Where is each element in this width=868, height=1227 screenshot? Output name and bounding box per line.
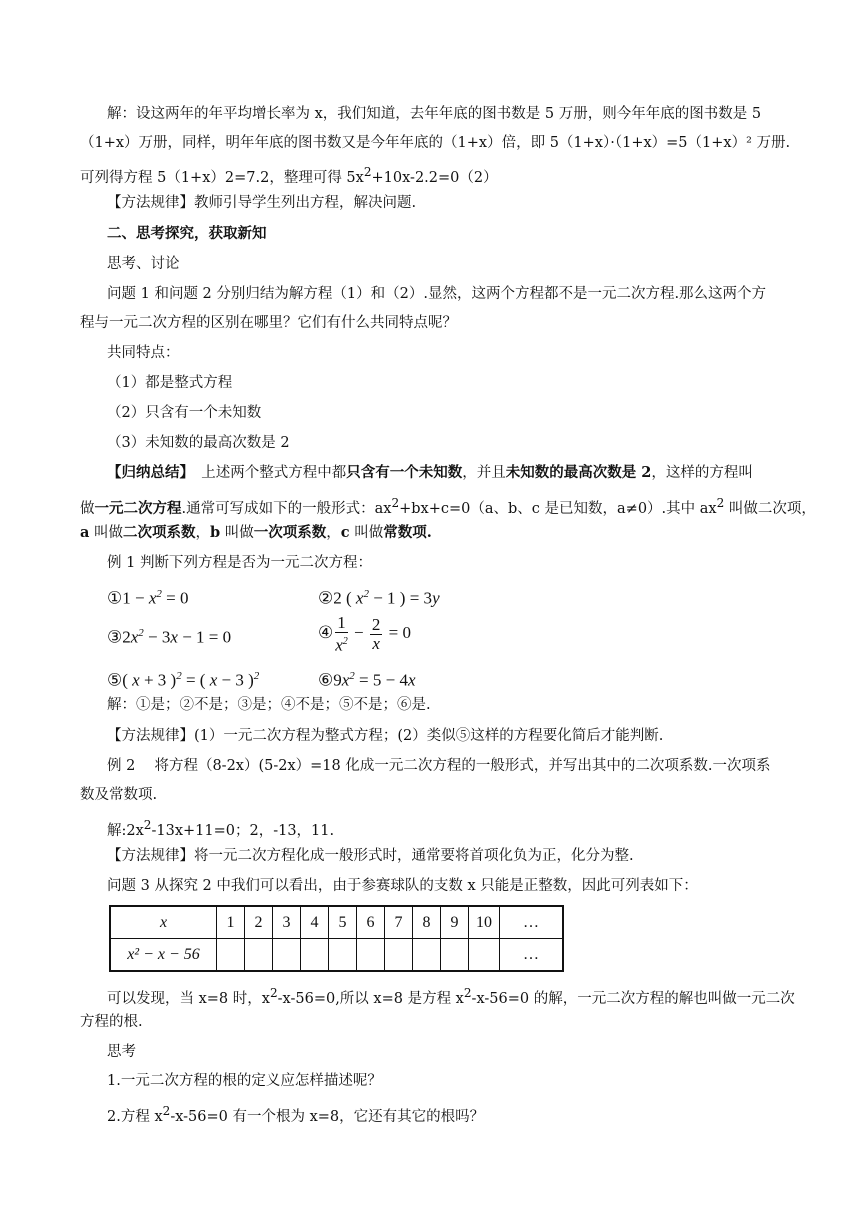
table-cell-empty — [273, 939, 301, 972]
equation-3: $③2x^2 - 3x - 1 = 0$ — [107, 627, 232, 647]
table-cell: 4 — [301, 906, 329, 939]
summary-bold: 二次项系数 — [123, 524, 196, 541]
summary-text: 叫做二次项， — [724, 500, 816, 517]
solution1-line3-b: +10x-2.2=0（2） — [371, 169, 498, 186]
example2-answer-a: 解:2x — [107, 822, 144, 839]
think2-title: 思考 — [107, 1044, 136, 1060]
equation-2: ②2 ( $x^2 - 1$ ) = 3y — [318, 588, 440, 608]
table-ellipsis: … — [500, 906, 564, 939]
think2-q2-sup: 2 — [162, 1104, 171, 1118]
think2-q2-b: -x-56=0 有一个根为 x=8，它还有其它的根吗？ — [170, 1108, 485, 1125]
table-cell-empty — [245, 939, 273, 972]
table-cell-empty — [301, 939, 329, 972]
table-cell: 6 — [357, 906, 385, 939]
method-rule-3: 【方法规律】将一元二次方程化成一般形式时，通常要将首项化负为正，化分为整. — [107, 848, 634, 864]
equation-1: ①1 − $x^2 = 0$ — [107, 588, 189, 608]
summary-line2 — [80, 493, 816, 519]
table-cell: 9 — [441, 906, 469, 939]
summary-bold: b — [210, 524, 221, 541]
equation-number: ③ — [107, 627, 123, 647]
think-discuss-label: 思考、讨论 — [107, 256, 180, 272]
common-feature-1: （1）都是整式方程 — [107, 375, 233, 391]
solution1-line3-sup: 2 — [363, 165, 372, 179]
table-cell: 8 — [413, 906, 441, 939]
discovery-sup: 2 — [463, 986, 472, 1000]
equation-number: ⑥ — [318, 670, 334, 690]
common-features-title: 共同特点： — [107, 345, 180, 361]
table-cell-empty — [217, 939, 245, 972]
summary-bold: 常数项. — [383, 524, 432, 541]
summary-text: 叫做 — [89, 525, 124, 541]
equation-5: ⑤( x + 3 )$^2$ = ( x − 3 )$^2$ — [107, 670, 260, 690]
table-cell: 7 — [385, 906, 413, 939]
summary-sup: 2 — [391, 496, 400, 510]
summary-bold: a — [80, 524, 90, 541]
summary-tag: 【归纳总结】 — [107, 464, 187, 481]
table-cell-empty — [329, 939, 357, 972]
summary-bold: 未知数的最高次数是 2 — [505, 464, 652, 481]
discovery-line1 — [107, 983, 795, 1009]
table-cell: 5 — [329, 906, 357, 939]
summary-sup: 2 — [716, 496, 725, 510]
equation-4: ④ $\frac{1}{x^2}$ − $\frac{2}{x}$ = 0 — [318, 613, 411, 655]
think2-q2-a: 2.方程 x — [107, 1108, 163, 1125]
discovery-line2: 方程的根. — [80, 1014, 143, 1030]
example2-line2: 数及常数项. — [80, 787, 158, 803]
summary-text: 叫做 — [220, 525, 254, 541]
equation-number: ⑤ — [107, 670, 123, 690]
summary-text: +bx+c=0（a、b、c 是已知数，a≠0）.其中 ax — [399, 500, 717, 517]
section-title-2: 二、思考探究，获取新知 — [107, 225, 267, 242]
question-para-line2: 程与一元二次方程的区别在哪里？它们有什么共同特点呢？ — [80, 315, 457, 331]
think2-question-2 — [107, 1101, 484, 1127]
table-cell-empty — [469, 939, 500, 972]
summary-bold: 一次项系数 — [253, 524, 327, 541]
summary-text: 做 — [80, 500, 95, 517]
summary-text: ，并且 — [462, 465, 506, 481]
question3: 问题 3 从探究 2 中我们可以看出，由于参赛球队的支数 x 只能是正整数，因此可列表如下： — [107, 878, 698, 894]
table-header-x: x — [110, 906, 217, 939]
equation-number: ① — [107, 588, 123, 608]
summary-text: ，这样的方程叫 — [651, 465, 753, 481]
table-cell-empty — [413, 939, 441, 972]
example1-title: 例 1 判断下列方程是否为一元二次方程： — [107, 555, 372, 571]
summary-bold: 只含有一个未知数 — [346, 464, 463, 481]
table-ellipsis: … — [500, 939, 564, 972]
table-cell: 1 — [217, 906, 245, 939]
summary-text: ， — [195, 525, 211, 541]
summary-text: .通常可写成如下的一般形式：ax — [181, 500, 392, 517]
common-feature-3: （3）未知数的最高次数是 2 — [107, 435, 290, 451]
summary-line3 — [80, 523, 432, 543]
discovery-text: -x-56=0,所以 x=8 是方程 x — [277, 990, 464, 1007]
table-cell: 3 — [273, 906, 301, 939]
equation-number: ④ — [318, 623, 334, 643]
table-cell-empty — [441, 939, 469, 972]
common-feature-2: （2）只含有一个未知数 — [107, 405, 262, 421]
example1-answer: 解：①是；②不是；③是；④不是；⑤不是；⑥是. — [107, 697, 431, 713]
method-rule-2: 【方法规律】(1）一元二次方程为整式方程；(2）类似⑤这样的方程要化简后才能判断. — [107, 728, 664, 744]
example2-answer-b: -13x+11=0；2，-13，11. — [151, 822, 335, 839]
discovery-sup: 2 — [269, 986, 278, 1000]
table-cell-empty — [385, 939, 413, 972]
summary-text: 上述两个整式方程中都 — [186, 465, 347, 481]
summary-line1 — [107, 463, 753, 483]
think2-question-1: 1.一元二次方程的根的定义应怎样描述呢？ — [107, 1073, 382, 1089]
table-header-expression: x² − x − 56 — [110, 939, 217, 972]
solution1-line1: 解：设这两年的年平均增长率为 x，我们知道，去年年底的图书数是 5 万册，则今年年底的图书数是 5 — [107, 106, 762, 122]
question-para-line1: 问题 1 和问题 2 分别归结为解方程（1）和（2）.显然，这两个方程都不是一元二次方程.那么这两个方 — [107, 286, 767, 302]
equation-number: ② — [318, 588, 334, 608]
example2-answer-sup: 2 — [143, 818, 152, 832]
discovery-text: -x-56=0 的解，一元二次方程的解也叫做一元二次 — [471, 990, 795, 1007]
table-row — [110, 939, 563, 972]
equation-6: $⑥9x^2 = 5 - 4x$ — [318, 670, 416, 690]
table-row — [110, 906, 563, 939]
solution1-line2: （1+x）万册，同样，明年年底的图书数又是今年年底的（1+x）倍，即 5（1+x）·（1+x）=5（1+x）² 万册. — [80, 135, 791, 151]
method-rule-1: 【方法规律】教师引导学生列出方程，解决问题. — [107, 195, 417, 211]
summary-text: ， — [326, 525, 341, 541]
example2-answer — [107, 815, 334, 841]
table-cell: 10 — [469, 906, 500, 939]
solution1-line3-a: 可列得方程 5（1+x）2=7.2，整理可得 5x — [80, 169, 364, 186]
summary-bold: c — [340, 524, 350, 541]
table-cell: 2 — [245, 906, 273, 939]
example2-line1: 例 2 将方程（8-2x）(5-2x）=18 化成一元二次方程的一般形式，并写出其中的二次项系数.一次项系 — [107, 758, 771, 774]
discovery-text: 可以发现，当 x=8 时，x — [107, 990, 270, 1007]
summary-text: 叫做 — [349, 525, 384, 541]
value-table — [109, 905, 564, 972]
table-cell-empty — [357, 939, 385, 972]
summary-bold: 一元二次方程 — [94, 499, 182, 517]
solution1-line3 — [80, 162, 498, 188]
